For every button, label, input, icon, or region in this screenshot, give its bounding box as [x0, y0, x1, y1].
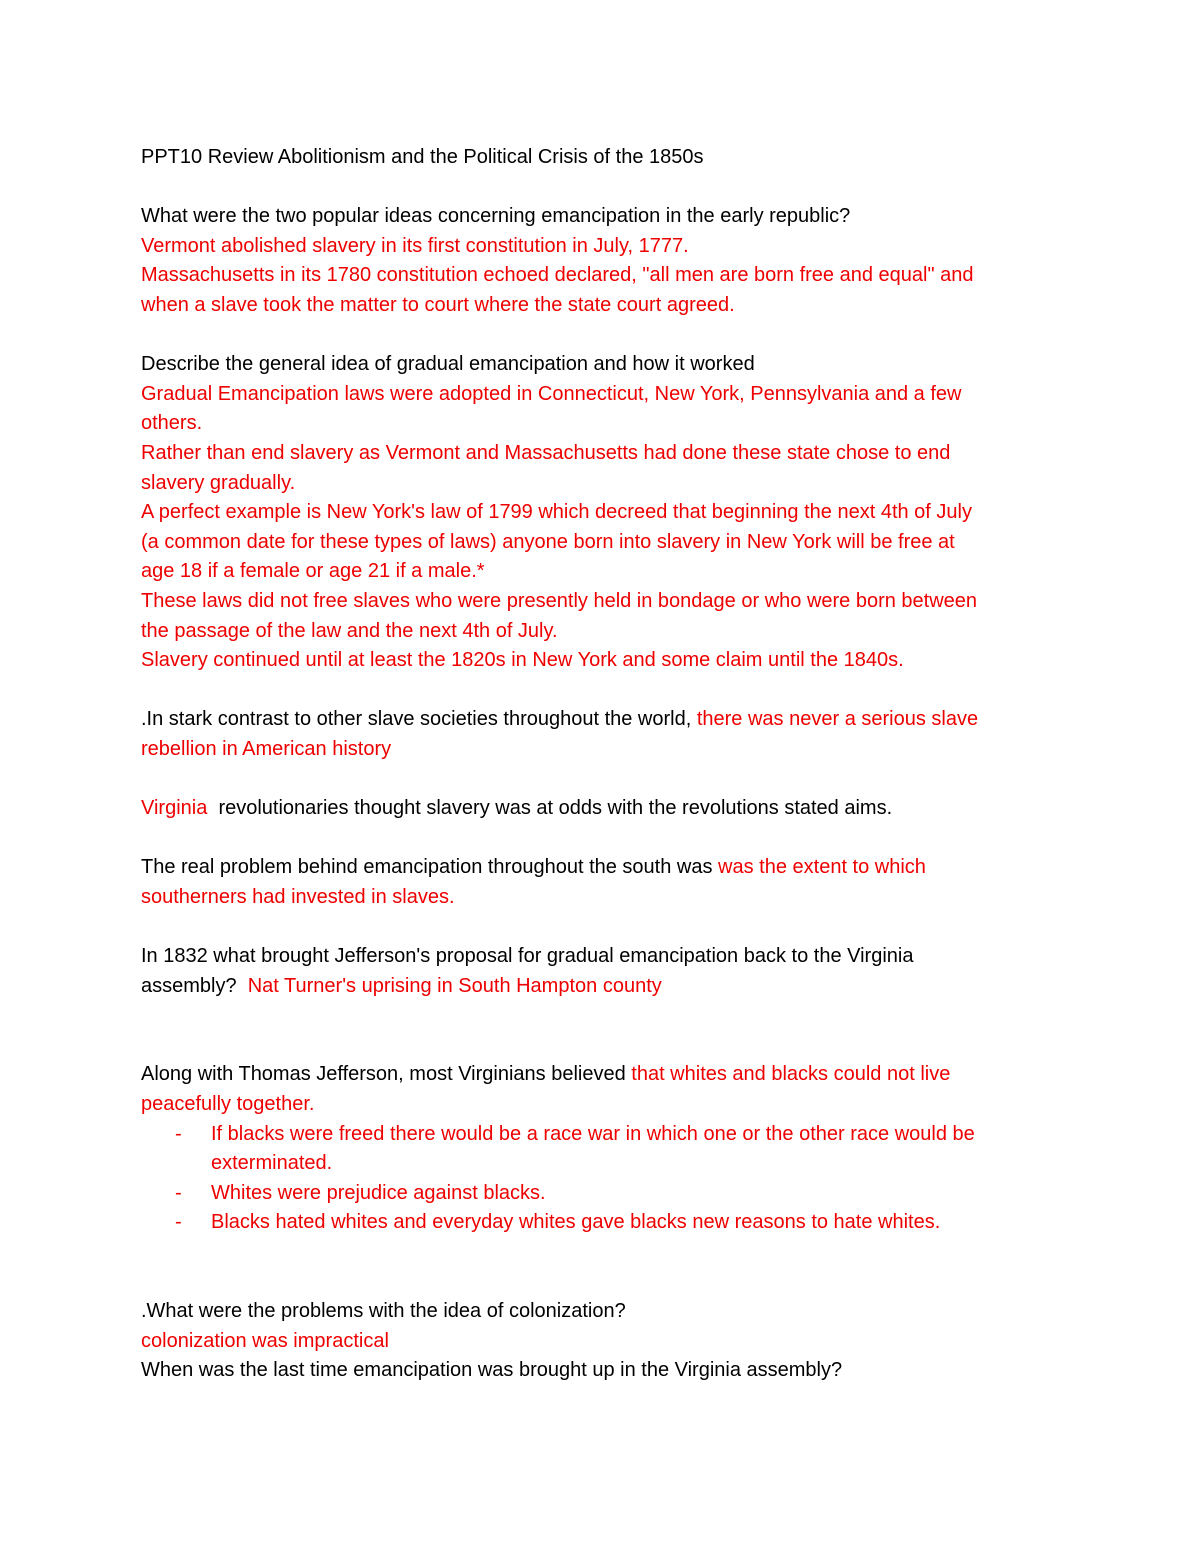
list-item-text: Blacks hated whites and everyday whites gave blacks new reasons to hate whites. — [211, 1211, 941, 1234]
bullet-dash: - — [175, 1122, 182, 1145]
blank-line — [141, 1031, 1061, 1061]
question-text: assembly? — [141, 974, 248, 997]
answer-text: A perfect example is New York's law of 1799 which decreed that beginning the next 4th of July — [141, 501, 972, 524]
answer-text: was the extent to which — [718, 856, 926, 879]
question-text: In 1832 what brought Jefferson's proposal for gradual emancipation back to the Virginia — [141, 945, 914, 968]
answer-text: peacefully together. — [141, 1093, 315, 1115]
answer-text: Virginia — [141, 797, 208, 820]
blank-line — [141, 824, 1061, 854]
question-text: Describe the general idea of gradual emancipation and how it worked — [141, 353, 755, 376]
blank-line — [141, 173, 1061, 203]
blank-line — [141, 676, 1061, 706]
question-text: .What were the problems with the idea of colonization? — [141, 1300, 626, 1323]
answer-text: there was never a serious slave — [696, 708, 979, 731]
document-title: PPT10 Review Abolitionism and the Political Crisis of the 1850s — [141, 146, 704, 168]
question-line — [141, 705, 1061, 735]
list-item-continuation — [141, 1149, 1061, 1179]
list-item-text: Whites were prejudice against blacks. — [211, 1181, 546, 1204]
answer-text: others. — [141, 412, 203, 435]
answer-text: slavery gradually. — [141, 471, 296, 494]
answer-text: that whites and blacks could not live — [631, 1063, 951, 1086]
question-text: Along with Thomas Jefferson, most Virginians believed — [141, 1063, 632, 1086]
answer-text: when a slave took the matter to court where the state court agreed. — [141, 293, 735, 316]
question-line — [141, 853, 1061, 883]
blank-line — [141, 321, 1061, 351]
list-item-text: If blacks were freed there would be a race war in which one or the other race would be — [211, 1122, 975, 1145]
question-text: The real problem behind emancipation throughout the south was — [141, 856, 719, 879]
answer-text: the passage of the law and the next 4th of July. — [141, 619, 558, 642]
blank-line — [141, 1238, 1061, 1268]
document-page — [141, 143, 1061, 1386]
question-text: When was the last time emancipation was brought up in the Virginia assembly? — [141, 1359, 843, 1382]
answer-text: Vermont abolished slavery in its first constitution in July, 1777. — [141, 234, 689, 257]
answer-text: Gradual Emancipation laws were adopted in Connecticut, New York, Pennsylvania and a few — [141, 382, 962, 405]
blank-line — [141, 1268, 1061, 1298]
answer-text: age 18 if a female or age 21 if a male.* — [141, 560, 485, 583]
bullet-list — [141, 1120, 1061, 1238]
question-line — [141, 794, 1061, 824]
answer-text: These laws did not free slaves who were presently held in bondage or who were born between — [141, 589, 978, 612]
answer-text: Slavery continued until at least the 1820s in New York and some claim until the 1840s. — [141, 649, 904, 672]
answer-text: Nat Turner's uprising in South Hampton county — [247, 974, 662, 997]
answer-text: (a common date for these types of laws) anyone born into slavery in New York will be free at — [141, 530, 955, 553]
question-text: .In stark contrast to other slave societies throughout the world, — [141, 708, 697, 731]
bullet-dash: - — [175, 1211, 182, 1234]
question-text: What were the two popular ideas concerning emancipation in the early republic? — [141, 205, 851, 228]
bullet-dash: - — [175, 1181, 182, 1204]
list-item — [141, 1120, 1061, 1150]
answer-text: Massachusetts in its 1780 constitution echoed declared, "all men are born free and equal" and — [141, 264, 974, 287]
answer-text: Rather than end slavery as Vermont and Massachusetts had done these state chose to end — [141, 441, 951, 464]
list-item-text: exterminated. — [211, 1152, 333, 1175]
question-line — [141, 1060, 1061, 1090]
question-line — [141, 972, 1061, 1002]
question-text: revolutionaries thought slavery was at odds with the revolutions stated aims. — [207, 797, 893, 820]
list-item — [141, 1208, 1061, 1238]
blank-line — [141, 912, 1061, 942]
answer-text: rebellion in American history — [141, 737, 392, 760]
answer-text: southerners had invested in slaves. — [141, 885, 455, 908]
list-item — [141, 1179, 1061, 1209]
blank-line — [141, 1001, 1061, 1031]
blank-line — [141, 764, 1061, 794]
answer-text: colonization was impractical — [141, 1329, 389, 1352]
